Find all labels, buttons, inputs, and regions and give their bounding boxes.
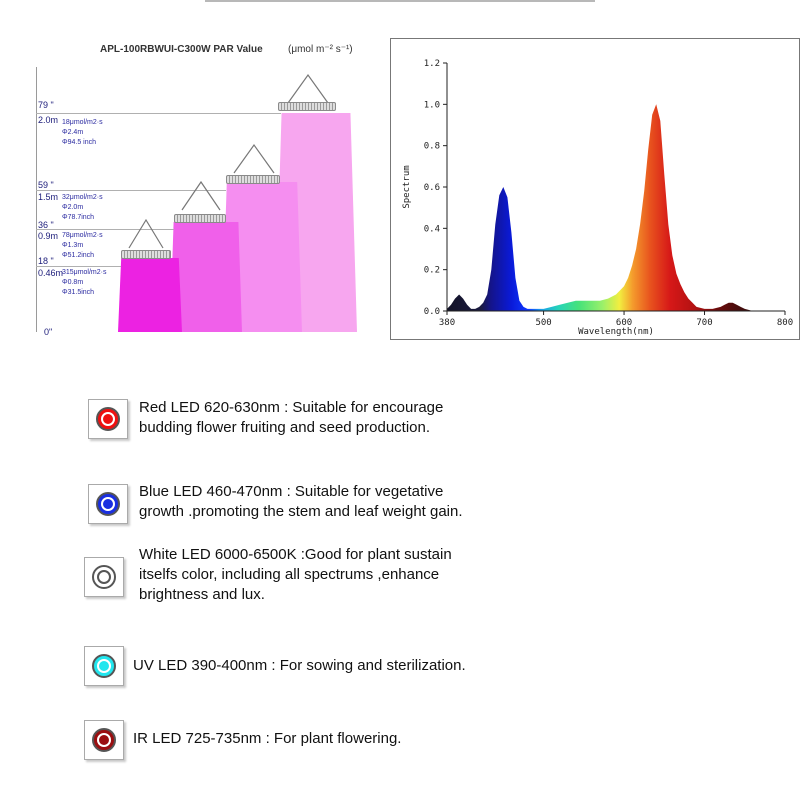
beam-light-1 [118,258,182,332]
y-tick-label: 0.2 [423,265,440,276]
led-description: IR LED 725-735nm : For plant flowering. [133,730,402,747]
height-line-79 [36,113,281,114]
led-description: White LED 6000-6500K :Good for plant sustain itselfs color, including all spectrums ,enhance brightness and lux. [139,546,452,603]
x-tick-label: 380 [438,318,456,328]
par-note: 315μmol/m2·s Φ0.8m Φ31.5inch [62,269,107,296]
grow-light-fixture [226,175,280,184]
height-meter-label: 1.5m [38,192,59,202]
hanger-icon [280,73,336,105]
height-inch-label: 59 " [38,180,54,190]
par-diagram [0,30,380,350]
hanger-icon [123,218,169,250]
height-zero-label: 0" [44,327,53,337]
par-note: 32μmol/m2·s Φ2.0m Φ78.7inch [62,194,103,221]
ir-led-icon [84,720,124,760]
blue-led-icon [88,484,128,524]
x-tick-label: 700 [696,318,713,328]
grow-light-fixture [278,102,336,111]
par-note: 78μmol/m2·s Φ1.3m Φ51.2inch [62,232,103,259]
y-tick-label: 0.4 [423,224,440,235]
y-tick-label: 0.6 [423,183,440,193]
uv-led-icon [84,646,124,686]
grow-light-fixture [121,250,171,259]
height-meter-label: 0.46m [38,268,64,278]
height-inch-label: 18 " [38,256,54,266]
y-tick-label: 1.2 [423,59,440,69]
y-axis-label: Spectrum [402,165,412,209]
x-axis-label: Wavelength(nm) [578,327,654,337]
grow-light-fixture [174,214,226,223]
par-unit: (μmol m⁻² s⁻¹) [288,44,353,55]
led-description: UV LED 390-400nm : For sowing and sterilization. [133,657,466,674]
y-tick-label: 1.0 [423,100,440,111]
top-divider [205,0,595,2]
hanger-icon [228,143,280,175]
x-tick-label: 500 [535,318,552,328]
par-title: APL-100RBWUI-C300W PAR Value [100,44,263,55]
x-tick-label: 800 [776,318,794,328]
spectrum-plot [391,39,800,341]
red-led-icon [88,399,128,439]
spectrum-chart [390,38,800,340]
x-tick-label: 600 [615,318,633,328]
par-note: 18μmol/m2·s Φ2.4m Φ94.5 inch [62,119,103,146]
led-description: Blue LED 460-470nm : Suitable for vegetative growth .promoting the stem and leaf weight gain. [139,483,463,520]
y-tick-label: 0.8 [423,141,440,152]
height-inch-label: 79 " [38,100,54,110]
y-tick-label: 0.0 [423,307,440,317]
height-axis [36,67,37,332]
height-meter-label: 2.0m [38,115,59,125]
height-line-18 [36,266,121,267]
hanger-icon [176,180,226,212]
height-meter-label: 0.9m [38,231,59,241]
white-led-icon [84,557,124,597]
led-description: Red LED 620-630nm : Suitable for encourage budding flower fruiting and seed production. [139,399,444,436]
spectrum-area [447,104,753,311]
height-inch-label: 36 " [38,220,54,230]
